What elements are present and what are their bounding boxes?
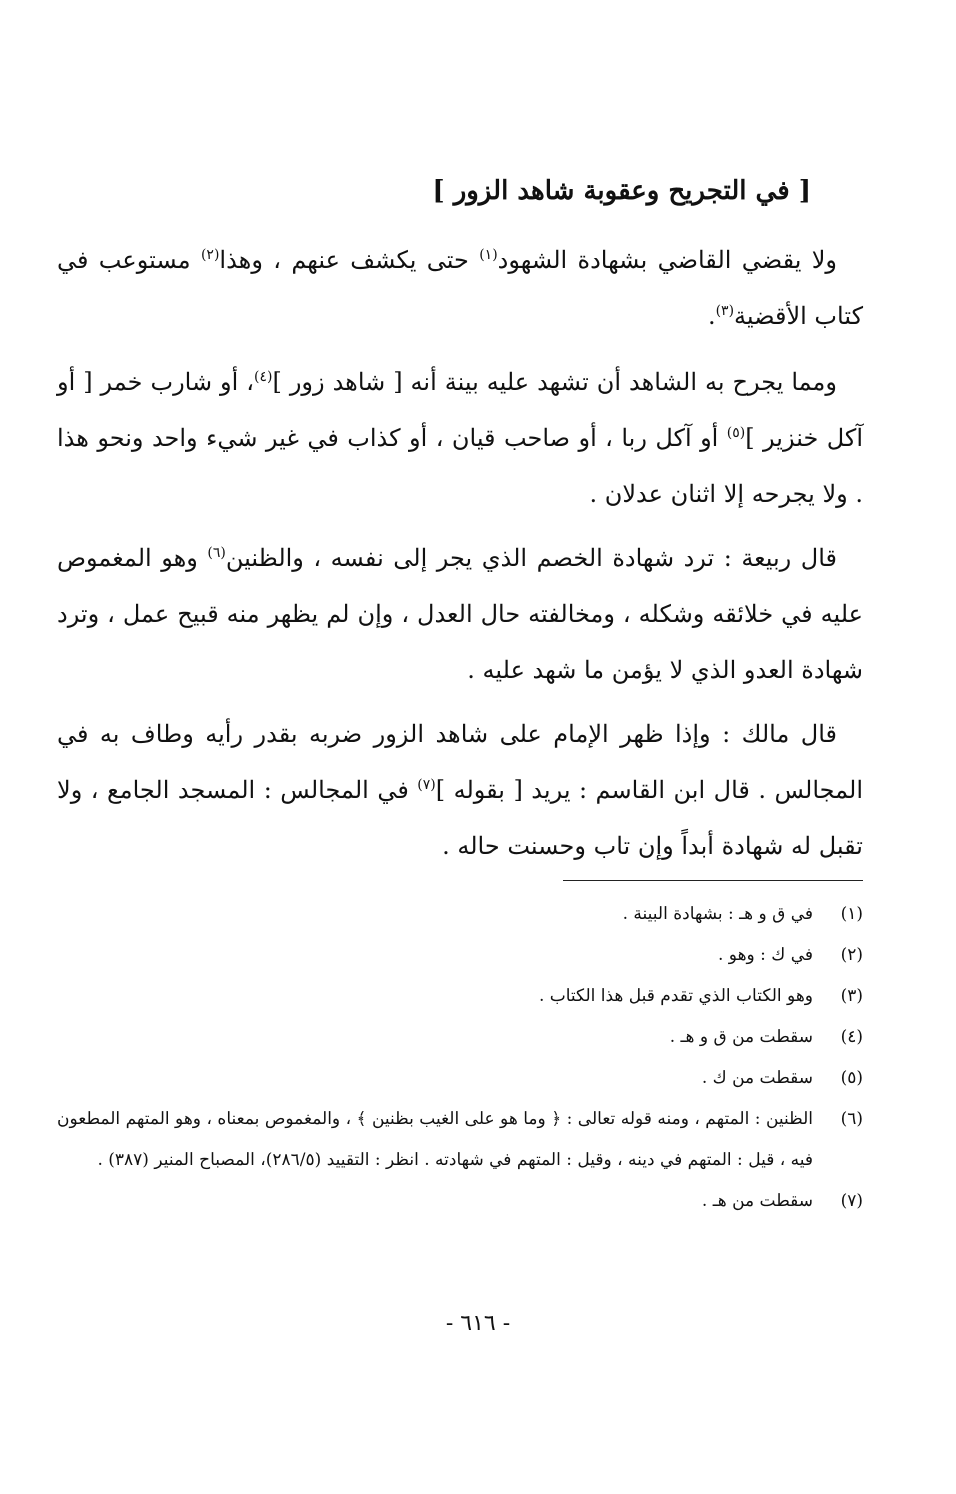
footnote-item bbox=[57, 1058, 863, 1099]
section-heading: [ في التجريح وعقوبة شاهد الزور ] bbox=[432, 176, 811, 206]
footnote-item bbox=[57, 1099, 863, 1181]
footnote-ref[interactable]: (٢) bbox=[200, 247, 220, 263]
footnote-ref[interactable]: (٣) bbox=[715, 303, 735, 319]
footnote-ref[interactable]: (٧) bbox=[417, 777, 436, 793]
paragraph-text: قال ربيعة : ترد شهادة الخصم الذي يجر إلى نفسه ، والظنين bbox=[225, 544, 838, 572]
footnote-item bbox=[57, 976, 863, 1017]
footnote-text: في ق و هـ : بشهادة البينة . bbox=[622, 904, 813, 924]
footnote-divider bbox=[563, 880, 863, 881]
paragraph-text: قال مالك : وإذا ظهر الإمام على شاهد الزور ضربه بقدر رأيه وطاف به في المجالس . قال ابن القاسم : يريد [ بقوله ] bbox=[57, 720, 864, 804]
footnotes-list bbox=[57, 894, 863, 1222]
paragraph-1 bbox=[57, 232, 863, 344]
footnote-number: (٤) bbox=[840, 1027, 863, 1047]
footnote-item bbox=[57, 894, 863, 935]
footnote-ref[interactable]: (٦) bbox=[207, 545, 226, 561]
footnote-text: في ك : وهو . bbox=[717, 945, 813, 965]
paragraph-text: مستوعب في كتاب الأقضية bbox=[57, 246, 863, 330]
footnote-number: (١) bbox=[840, 904, 863, 924]
paragraph-text: ومما يجرح به الشاهد أن تشهد عليه بينة أنه [ شاهد زور ] bbox=[272, 368, 837, 396]
footnote-ref[interactable]: (١) bbox=[479, 247, 498, 263]
footnote-ref[interactable]: (٥) bbox=[726, 425, 746, 441]
footnote-number: (٦) bbox=[840, 1109, 863, 1129]
footnote-text: الظنين : المتهم ، ومنه قوله تعالى : ﴿ وما هو على الغيب بظنين ﴾ ، والمغموص بمعناه ، وهو المتهم المطعون فيه ، قيل : المتهم في دينه ، وقيل : المتهم في شهادته . انظر : التقييد (٢٨٦/٥)، المصباح المنير (٣٨٧) . bbox=[57, 1109, 813, 1170]
footnote-number: (٥) bbox=[840, 1068, 863, 1088]
paragraph-text: وهو المغموص عليه في خلائقه وشكله ، ومخالفته حال العدل ، وإن لم يظهر منه قبيح عمل ، وترد شهادة العدو الذي لا يؤمن ما شهد عليه . bbox=[57, 544, 863, 684]
footnote-number: (٣) bbox=[840, 986, 863, 1006]
paragraph-4 bbox=[57, 706, 863, 874]
paragraph-text: حتى يكشف عنهم ، وهذا bbox=[219, 246, 480, 274]
footnote-ref[interactable]: (٤) bbox=[254, 369, 273, 385]
footnote-item bbox=[57, 1181, 863, 1222]
footnote-item bbox=[57, 935, 863, 976]
paragraph-text: أو آكل ربا ، أو صاحب قيان ، أو كذاب في غير شيء واحد ونحو هذا . ولا يجرحه إلا اثنان عدلان . bbox=[57, 424, 863, 508]
paragraph-text: في المجالس : المسجد الجامع ، ولا تقبل له شهادة أبداً وإن تاب وحسنت حاله . bbox=[57, 776, 863, 860]
footnote-item bbox=[57, 1017, 863, 1058]
paragraph-text: ، أو شارب خمر [ أو آكل خنزير ] bbox=[57, 368, 863, 452]
footnote-text: سقطت من ق و هـ . bbox=[669, 1027, 813, 1047]
footnote-number: (٢) bbox=[840, 945, 863, 965]
footnote-number: (٧) bbox=[840, 1191, 863, 1211]
footnote-text: وهو الكتاب الذي تقدم قبل هذا الكتاب . bbox=[538, 986, 813, 1006]
footnote-text: سقطت من ك . bbox=[701, 1068, 813, 1088]
footnote-text: سقطت من هـ . bbox=[701, 1191, 813, 1211]
paragraph-text: . bbox=[707, 302, 716, 330]
paragraph-text: ولا يقضي القاضي بشهادة الشهود bbox=[497, 246, 837, 274]
page-number: - ٦١٦ - bbox=[445, 1311, 511, 1336]
paragraph-2 bbox=[57, 354, 863, 522]
paragraph-3 bbox=[57, 530, 863, 698]
